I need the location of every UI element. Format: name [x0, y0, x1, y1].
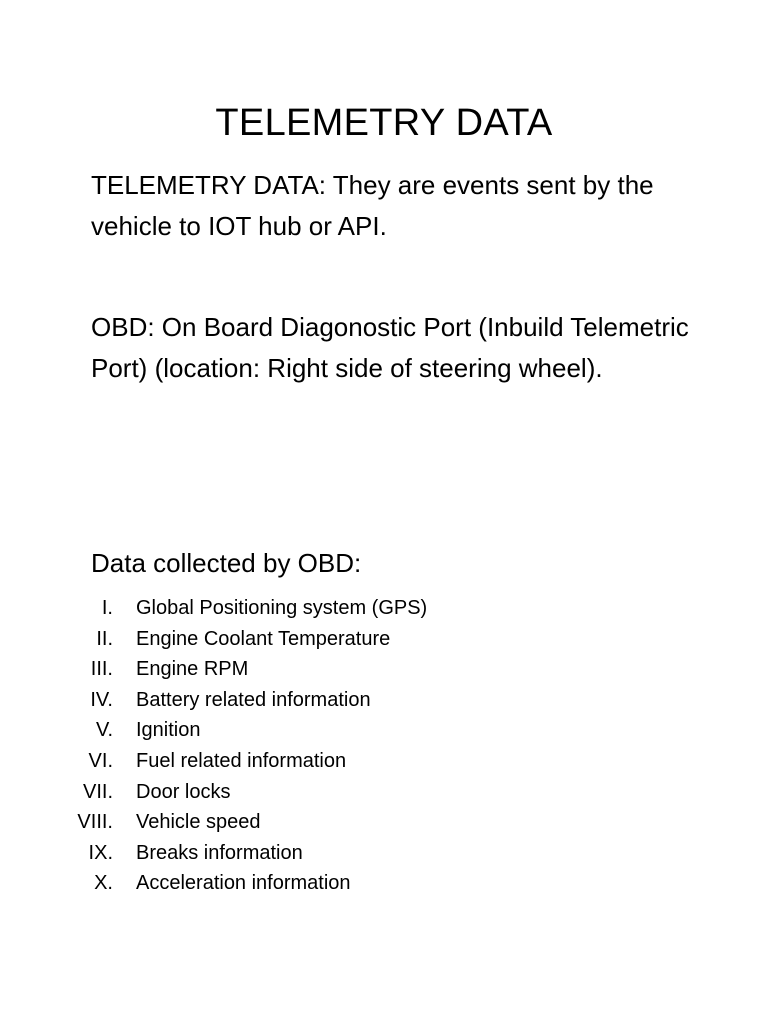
list-item-number: VII. [82, 780, 113, 803]
obd-data-list [0, 593, 768, 899]
list-item-text: Global Positioning system (GPS) [136, 597, 428, 619]
list-item-number: X. [94, 872, 113, 895]
list-item [0, 624, 768, 655]
list-item-number: IX. [88, 841, 113, 864]
list-item-text: Engine RPM [136, 658, 249, 681]
list-item-number: III. [90, 658, 113, 681]
obd-definition-paragraph: OBD: On Board Diagonostic Port (Inbuild Telemetric Port) (location: Right side of steering wheel). [91, 312, 689, 383]
list-item [0, 685, 768, 716]
list-item [0, 715, 768, 746]
list-item-number: IV. [90, 688, 113, 711]
list-item [0, 746, 768, 777]
list-item [0, 654, 768, 685]
list-item-number: VIII. [77, 811, 113, 834]
list-item-text: Vehicle speed [136, 811, 261, 834]
page-title: TELEMETRY DATA [215, 102, 553, 144]
list-item [0, 868, 768, 899]
list-item-text: Engine Coolant Temperature [136, 627, 391, 650]
list-item [0, 777, 768, 808]
list-item-number: V. [95, 719, 113, 742]
list-item-text: Breaks information [136, 841, 303, 864]
list-item-text: Battery related information [136, 688, 371, 711]
list-item [0, 838, 768, 869]
list-item [0, 807, 768, 838]
list-item-number: II. [96, 627, 113, 650]
telemetry-definition-paragraph: TELEMETRY DATA: They are events sent by the vehicle to IOT hub or API. [91, 170, 654, 241]
list-item-text: Door locks [136, 780, 231, 803]
list-heading: Data collected by OBD: [91, 548, 362, 578]
list-item-text: Ignition [136, 719, 201, 742]
list-item-number: I. [101, 597, 113, 619]
list-item-text: Fuel related information [136, 749, 347, 772]
list-item-text: Acceleration information [136, 872, 351, 895]
list-item [0, 593, 768, 624]
list-item-number: VI. [88, 749, 113, 772]
